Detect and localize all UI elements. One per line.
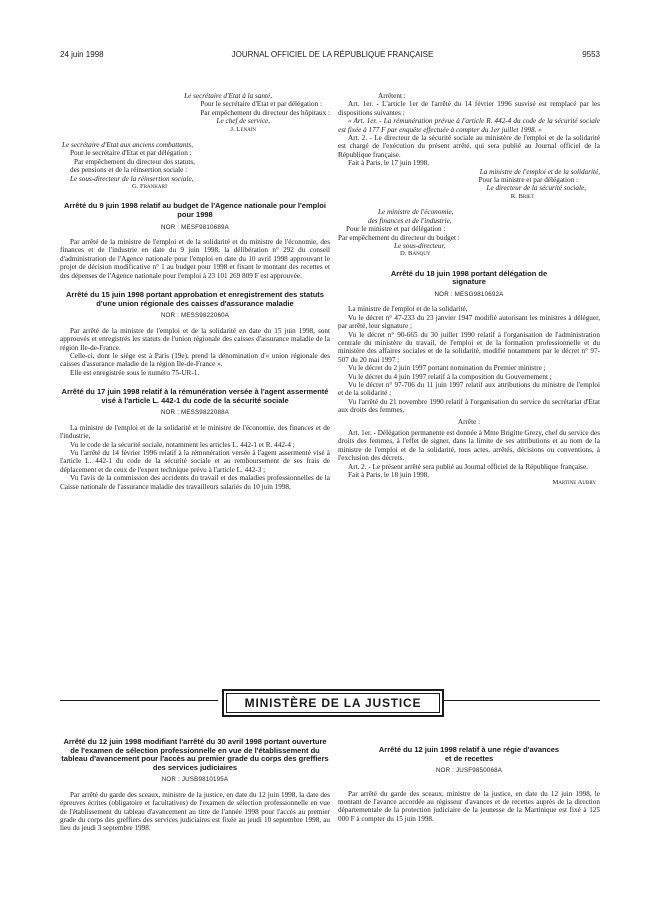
decree-paragraph: Vu le code de la sécurité sociale, notamment les articles L. 442-1 et R. 442-4 ; bbox=[70, 440, 295, 449]
header-title: JOURNAL OFFICIEL DE LA RÉPUBLIQUE FRANÇAISE bbox=[231, 50, 434, 59]
divider-rule bbox=[60, 700, 218, 701]
decree-body: Par arrêté de la ministre de l'emploi et de la solidarité et du ministre de l'économie, des finances et de l'industrie en date du 9 juin 1998, la délibération n° 292 du conseil d'administration de l'Agence nationale pour l'emploi en date du 10 avril 1998 approuvant le projet de décision modificative n° 1 au budget pour 1998 et fixant le montant des recettes et des dépenses de l'Agence nationale pour l'emploi à 23 101 269 809 F est approuvée. bbox=[60, 238, 330, 280]
article-2: Art. 2. - Le directeur de la sécurité sociale au ministère de l'emploi et de la solidarité est chargé de l'exécution du présent arrêté, qui sera publié au Journal officiel de la République française. bbox=[338, 134, 600, 159]
signatory-name: R. Briet bbox=[510, 192, 534, 200]
decree-union-regionale bbox=[60, 291, 330, 377]
fait-a-paris: Fait à Paris, le 18 juin 1998. bbox=[348, 471, 430, 480]
decree-paragraph: La ministre de l'emploi et de la solidarité, bbox=[348, 305, 468, 314]
decree-anpe-budget bbox=[60, 202, 330, 280]
signatory-name: J. Lenain bbox=[230, 125, 256, 133]
signature-line: Par empêchement du directeur des statuts, bbox=[74, 157, 195, 166]
decree-paragraph: Vu l'arrêté du 14 février 1996 relatif à la rémunération versée à l'agent assermenté visé à l'article L. 442-1 du code de la sécurité sociale et au remboursement de ses frais de déplacement et de ceux de l'expert technique prévu à l'article L. 442-3 ; bbox=[60, 448, 330, 474]
signature-line: Le chef de service, bbox=[216, 117, 270, 126]
decree-paragraph: Celle-ci, dont le siège est à Paris (19e), prend la dénomination d'« union régionale des caisses d'assurance maladie de la région Ile-de-France ». bbox=[60, 351, 330, 369]
signatory-name: Martine Aubry bbox=[552, 479, 596, 487]
decree-regie-avances bbox=[338, 738, 600, 823]
decree-title: Arrêté du 15 juin 1998 portant approbation et enregistrement des statuts d'une union régionale des caisses d'assurance maladie bbox=[66, 290, 324, 308]
signature-line: Le ministre de l'économie, bbox=[378, 208, 454, 217]
signatory-name: D. Banquy bbox=[400, 250, 431, 258]
decree-paragraph: Vu le décret n° 97-706 du 11 juin 1997 relatif aux attributions du ministre de l'emploi et de la solidarité ; bbox=[338, 380, 600, 398]
signature-line: Pour le secrétaire d'Etat et par délégation : bbox=[70, 149, 192, 158]
nor-reference: NOR : JUSF9850068A bbox=[435, 767, 503, 775]
signature-line: Le secrétaire d'Etat aux anciens combattants, bbox=[62, 141, 194, 150]
signature-line: Le sous-directeur, bbox=[394, 241, 446, 250]
signatory-name: G. Frankart bbox=[132, 183, 168, 191]
signature-line: des pensions et de la réinsertion sociale : bbox=[70, 166, 188, 175]
divider-rule bbox=[444, 700, 600, 701]
signature-block-anciens-combattants bbox=[60, 141, 330, 191]
decree-greffiers bbox=[60, 738, 330, 833]
header-page-number: 9553 bbox=[582, 50, 600, 59]
signature-line: Par empêchement du directeur des hôpitaux : bbox=[200, 108, 330, 117]
signature-line: Pour le ministre et par délégation : bbox=[346, 225, 446, 234]
article-1: Art. 1er. - L'article 1er de l'arrêté du 14 février 1996 susvisé est remplacé par les dispositions suivantes : bbox=[338, 100, 600, 117]
decree-paragraph: Vu l'avis de la commission des accidents du travail et des maladies professionnelles de la Caisse nationale de l'assurance maladie des travailleurs salariés du 10 juin 1998, bbox=[60, 474, 330, 491]
nor-reference: NOR : JUSB9810195A bbox=[161, 776, 229, 784]
fait-a-paris: Fait à Paris, le 17 juin 1998. bbox=[348, 159, 430, 168]
decree-paragraph: Vu le décret du 4 juin 1997 relatif à la composition du Gouvernement ; bbox=[348, 372, 552, 381]
arretent-label: Arrêtent : bbox=[378, 92, 406, 100]
header-date: 24 juin 1998 bbox=[60, 50, 104, 59]
signature-line: Le directeur de la sécurité sociale, bbox=[486, 184, 586, 193]
ministry-label: MINISTÈRE DE LA JUSTICE bbox=[244, 696, 422, 710]
signature-line: Par empêchement du directeur du budget : bbox=[338, 233, 460, 242]
signature-line: Pour le secrétaire d'Etat et par délégation : bbox=[200, 100, 322, 109]
signature-line: Le sous-directeur de la réinsertion sociale, bbox=[70, 174, 194, 183]
decree-title: Arrêté du 17 juin 1998 relatif à la rémunération versée à l'agent assermenté visé à l'article L. 442-1 du code de la sécurité sociale bbox=[61, 387, 329, 405]
nor-reference: NOR : MESS9822060A bbox=[160, 312, 230, 320]
signature-line: des finances et de l'industrie, bbox=[368, 216, 452, 225]
decree-paragraph: Elle est enregistrée sous le numéro 75-UR-1. bbox=[70, 368, 200, 377]
signature-line: La ministre de l'emploi et de la solidarité, bbox=[479, 167, 600, 176]
right-column bbox=[338, 92, 600, 488]
signature-block-economie bbox=[338, 208, 600, 258]
decree-paragraph: La ministre de l'emploi et de la solidarité et le ministre de l'économie, des finances et de l'industrie, bbox=[60, 423, 330, 441]
article-1-quote: « Art. 1er. - La rémunération prévue à l'article R. 442-4 du code de la sécurité sociale est fixée à 177 F par enquête effectuée à compter du 1er juillet 1998. » bbox=[338, 117, 600, 134]
decree-title: Arrêté du 18 juin 1998 portant délégation de signature bbox=[390, 268, 548, 287]
decree-paragraph: Par arrêté de la ministre de l'emploi et de la solidarité en date du 15 juin 1998, sont approuvés et enregistrés les statuts de l'union régionale des caisses d'assurance maladie de la région Ile-de-France. bbox=[60, 326, 330, 352]
signature-block-emploi bbox=[338, 168, 600, 202]
decree-title: Arrêté du 9 juin 1998 relatif au budget de l'Agence nationale pour l'emploi pour 1998 bbox=[64, 201, 326, 220]
article-1: Art. 1er. - Délégation permanente est donnée à Mme Brigitte Grezy, chef du service des droits des femmes, à l'effet de signer, dans la limite de ses attributions et au nom de la ministre de l'emploi et de la solidarité, tous actes, arrêtés, décisions ou conventions, à l'exclusion des décrets. bbox=[338, 429, 600, 463]
ministry-heading bbox=[222, 689, 444, 717]
nor-reference: NOR : MESF9810689A bbox=[161, 223, 229, 231]
decree-paragraph: Vu l'arrêté du 21 novembre 1990 relatif à l'organisation du service du secrétariat d'Etat aux droits des femmes, bbox=[338, 397, 600, 415]
nor-reference: NOR : MESS9822088A bbox=[160, 409, 230, 417]
decree-paragraph: Vu le décret n° 90-665 du 30 juillet 1990 relatif à l'organisation de l'administration centrale du ministère du travail, de l'emploi et de la formation professionnelle et du ministère des affaires sociales et de la solidarité, modifié notamment par le décret n° 97-507 du 20 mai 1997 ; bbox=[338, 330, 600, 364]
decree-title: Arrêté du 12 juin 1998 modifiant l'arrêté du 30 avril 1998 portant ouverture de l'examen de sélection professionnelle en vue de l'établissement du tableau d'avancement pour l'accès au premier grade du corps des greffiers des services judiciaires bbox=[61, 737, 329, 772]
arrete-label: Arrête : bbox=[457, 417, 481, 426]
signature-block-sante bbox=[60, 92, 330, 134]
decree-remuneration-agent bbox=[60, 388, 330, 491]
left-column bbox=[60, 92, 330, 491]
decree-delegation-signature bbox=[338, 270, 600, 488]
nor-reference: NOR : MESG9810692A bbox=[434, 290, 504, 298]
decree-paragraph: Vu le décret du 2 juin 1997 portant nomination du Premier ministre ; bbox=[348, 364, 546, 373]
decree-title: Arrêté du 12 juin 1998 relatif à une régie d'avances et de recettes bbox=[378, 745, 560, 763]
decree-body: Par arrêté du garde des sceaux, ministre de la justice, en date du 12 juin 1998, la date des épreuves écrites (obligatoire et facultatives) de l'examen de sélection professionnelle en vue de l'établissement du tableau d'avancement au titre de l'année 1998 pour l'accès au premier grade du corps des greffiers des services judiciaires est fixée au jeudi 10 septembre 1998, au lieu du jeudi 3 septembre 1998. bbox=[60, 790, 330, 833]
decree-paragraph: Vu le décret n° 47-233 du 23 janvier 1947 modifié autorisant les ministres à déléguer, par arrêté, leur signature ; bbox=[338, 313, 600, 331]
decree-body: Par arrêté du garde des sceaux, ministre de la justice, en date du 12 juin 1998, le montant de l'avance accordée au régisseur d'avances et de recettes auprès de la direction départementale de la protection judiciaire de la jeunesse de la Martinique est fixé à 125 000 F à compter du 15 juin 1998. bbox=[338, 789, 600, 823]
article-2: Art. 2. - Le présent arrêté sera publié au Journal officiel de la République française. bbox=[348, 462, 588, 471]
signature-line: Le secrétaire d'Etat à la santé, bbox=[184, 92, 272, 100]
signature-line: Pour la ministre et par délégation : bbox=[478, 176, 578, 185]
